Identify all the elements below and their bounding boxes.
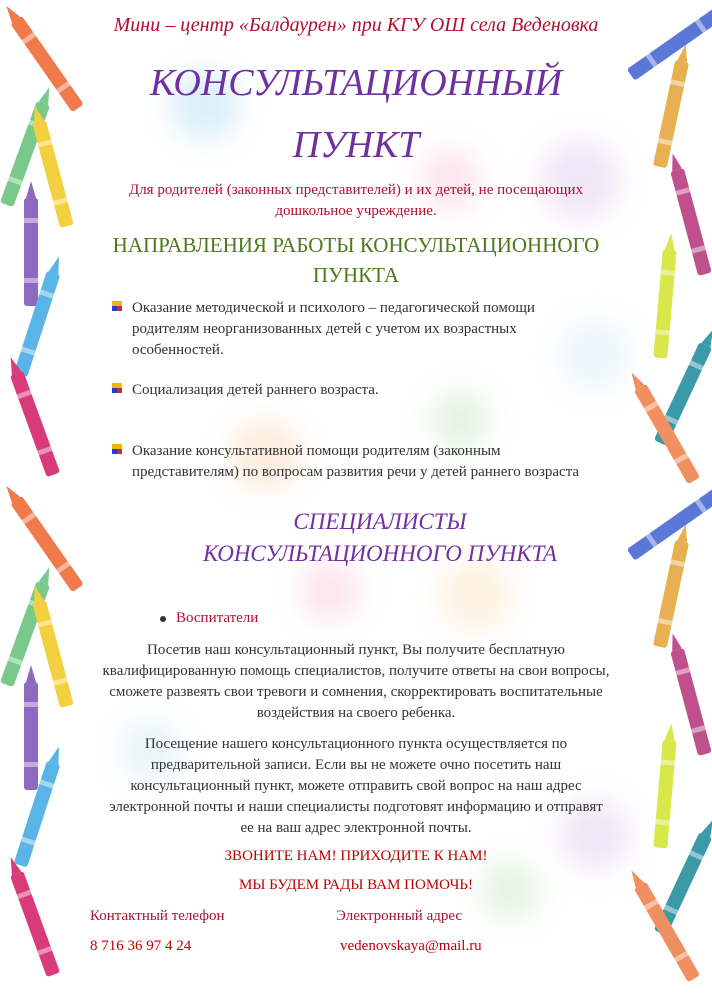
crayon-icon bbox=[24, 198, 38, 306]
crayon-icon bbox=[653, 60, 689, 169]
directions-heading-line: ПУНКТА bbox=[312, 263, 400, 287]
phone-label: Контактный телефон bbox=[90, 908, 225, 924]
crayon-icon bbox=[670, 648, 711, 756]
direction-line: родителям неорганизованных детей с учетом их возрастных bbox=[132, 321, 517, 337]
intro-line: Для родителей (законных представителей) и их детей, не посещающих bbox=[128, 182, 584, 198]
intro-text bbox=[100, 180, 612, 222]
specialists-heading-line: КОНСУЛЬТАЦИОННОГО ПУНКТА bbox=[203, 541, 557, 566]
bullet-dot-icon bbox=[160, 616, 166, 622]
info-paragraph bbox=[88, 734, 624, 839]
paragraph-line: ее на ваш адрес электронной почты. bbox=[240, 820, 472, 836]
directions-heading bbox=[80, 230, 632, 290]
paragraph-line: Посетив наш консультационный пункт, Вы получите бесплатную bbox=[146, 642, 566, 658]
crayon-icon bbox=[653, 250, 676, 359]
bullet-marker-icon bbox=[112, 383, 122, 393]
title-line: КОНСУЛЬТАЦИОННЫЙ bbox=[149, 62, 563, 104]
bullet-marker-icon bbox=[112, 444, 122, 454]
paragraph-line: консультационный пункт, можете отправить свой вопрос на наш адрес bbox=[130, 778, 582, 794]
specialist-item bbox=[160, 610, 258, 627]
crayon-icon bbox=[10, 371, 60, 477]
crayon-icon bbox=[627, 487, 712, 560]
specialist-label: Воспитатели bbox=[176, 610, 259, 626]
paragraph-line: Посещение нашего консультационного пункта осуществляется по bbox=[144, 736, 568, 752]
crayon-icon bbox=[670, 168, 711, 276]
direction-text bbox=[132, 380, 612, 401]
list-item bbox=[112, 380, 612, 401]
call-to-action: МЫ БУДЕМ РАДЫ ВАМ ПОМОЧЬ! bbox=[239, 877, 473, 893]
crayon-icon bbox=[24, 682, 38, 790]
title-line: ПУНКТ bbox=[292, 124, 420, 166]
directions-heading-line: НАПРАВЛЕНИЯ РАБОТЫ КОНСУЛЬТАЦИОННОГО bbox=[112, 233, 600, 257]
list-item bbox=[112, 298, 612, 361]
email-label: Электронный адрес bbox=[336, 908, 463, 924]
direction-text bbox=[132, 441, 612, 483]
crayon-icon bbox=[10, 871, 60, 977]
crayon-icon bbox=[653, 740, 676, 849]
direction-line: Оказание методической и психолого – педагогической помощи bbox=[132, 300, 535, 316]
direction-line: Социализация детей раннего возраста. bbox=[132, 382, 379, 398]
direction-line: представителям) по вопросам развития речи у детей раннего возраста bbox=[132, 464, 580, 480]
crayon-icon bbox=[653, 540, 689, 649]
crayon-icon bbox=[32, 600, 73, 708]
crayon-icon bbox=[634, 384, 700, 485]
direction-line: особенностей. bbox=[132, 342, 224, 358]
call-to-action: ЗВОНИТЕ НАМ! ПРИХОДИТЕ К НАМ! bbox=[224, 848, 488, 864]
paragraph-line: сможете развеять свои тревоги и сомнения, скорректировать воспитательные bbox=[109, 684, 603, 700]
direction-line: Оказание консультативной помощи родителям (законным bbox=[132, 443, 501, 459]
direction-text bbox=[132, 298, 612, 361]
page-title bbox=[60, 52, 652, 176]
bullet-marker-icon bbox=[112, 301, 122, 311]
list-item bbox=[112, 441, 612, 483]
org-header: Мини – центр «Балдаурен» при КГУ ОШ села Веденовка bbox=[113, 14, 599, 36]
paragraph-line: электронной почты и наши специалисты подготовят информацию и отправят bbox=[109, 799, 603, 815]
specialists-heading bbox=[150, 506, 610, 570]
email-address[interactable]: vedenovskaya@mail.ru bbox=[340, 938, 482, 954]
intro-line: дошкольное учреждение. bbox=[275, 203, 437, 219]
paragraph-line: воздействия на своего ребенка. bbox=[256, 705, 456, 721]
paragraph-line: предварительной записи. Если вы не можете очно посетить наш bbox=[150, 757, 562, 773]
crayon-icon bbox=[634, 882, 700, 983]
paragraph-line: квалифицированную помощь специалистов, получите ответы на свои вопросы, bbox=[102, 663, 610, 679]
specialists-heading-line: СПЕЦИАЛИСТЫ bbox=[293, 509, 467, 534]
info-paragraph bbox=[88, 640, 624, 724]
phone-number[interactable]: 8 716 36 97 4 24 bbox=[90, 938, 192, 954]
